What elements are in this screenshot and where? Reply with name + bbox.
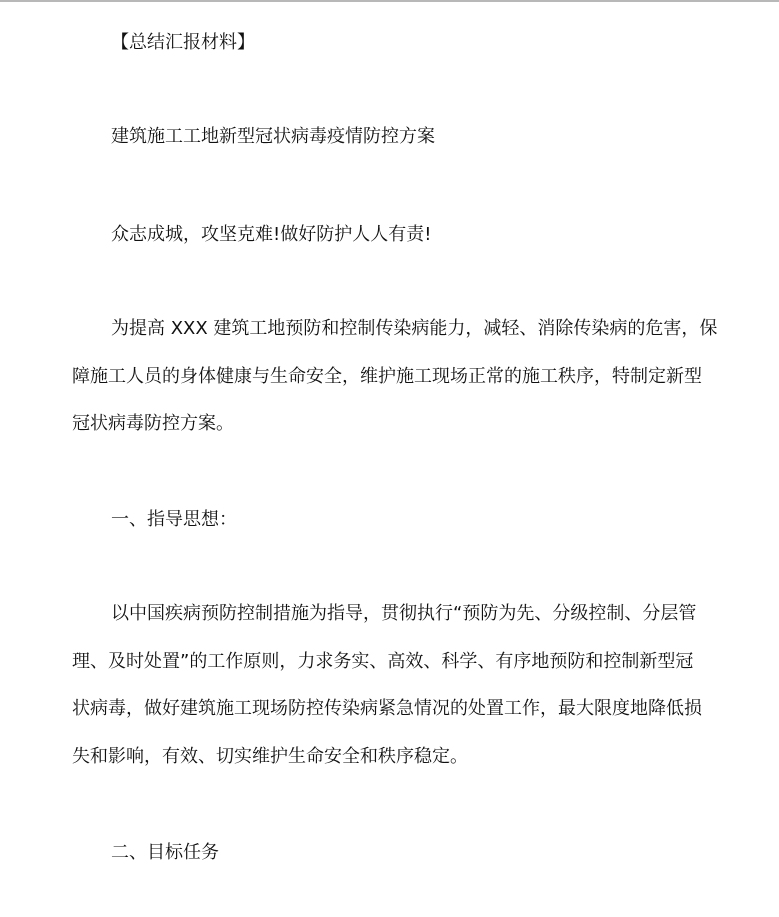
document-title: 建筑施工工地新型冠状病毒疫情防控方案	[111, 126, 435, 147]
top-border	[0, 0, 779, 2]
intro-line: 为提高 XXX 建筑工地预防和控制传染病能力，减轻、消除传染病的危害，保	[111, 318, 718, 339]
section-heading-targets: 二、目标任务	[111, 842, 219, 863]
intro-line: 冠状病毒防控方案。	[72, 413, 234, 434]
paragraph-line: 理、及时处置”的工作原则，力求务实、高效、科学、有序地预防和控制新型冠	[72, 651, 694, 672]
paragraph-line: 失和影响，有效、切实维护生命安全和秩序稳定。	[72, 746, 468, 767]
intro-line: 障施工人员的身体健康与生命安全，维护施工现场正常的施工秩序，特制定新型	[72, 366, 702, 387]
paragraph-line: 状病毒，做好建筑施工现场防控传染病紧急情况的处置工作，最大限度地降低损	[72, 698, 702, 719]
slogan: 众志成城，攻坚克难!做好防护人人有责!	[111, 224, 432, 245]
paragraph-line: 以中国疾病预防控制措施为指导，贯彻执行“预防为先、分级控制、分层管	[111, 603, 697, 624]
header-tag: 【总结汇报材料】	[111, 32, 255, 53]
section-heading-guiding-ideology: 一、指导思想：	[111, 509, 237, 530]
